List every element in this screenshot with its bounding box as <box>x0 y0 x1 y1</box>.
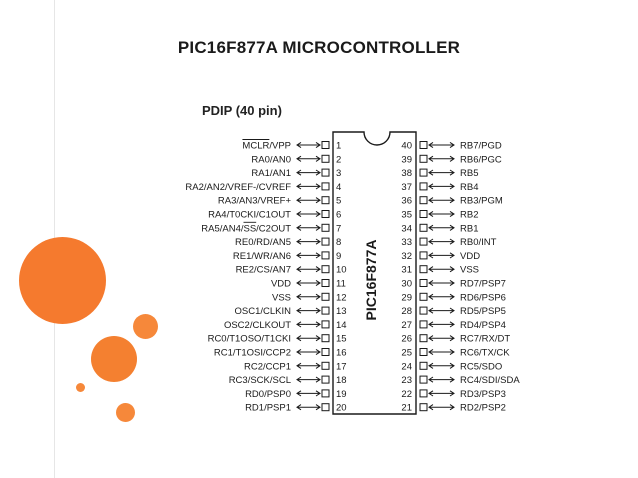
pin-arrow <box>297 391 320 396</box>
slide-title: PIC16F877A MICROCONTROLLER <box>177 38 461 57</box>
pin-number: 2 <box>336 154 342 166</box>
pin-label: RC3/SCK/SCL <box>228 375 291 387</box>
pin-label: RC7/RX/DT <box>460 333 511 345</box>
pin-label: VSS <box>460 264 480 276</box>
pin-arrow <box>297 239 320 244</box>
pin-pad <box>322 169 329 176</box>
pin-label: RD6/PSP6 <box>460 292 506 304</box>
pin-arrow <box>297 170 320 175</box>
pin-number: 36 <box>401 195 412 207</box>
pin-10 <box>236 265 347 276</box>
pin-label: RB3/PGM <box>460 195 503 207</box>
pin-16 <box>214 348 347 359</box>
pin-label: RD4/PSP4 <box>460 319 506 331</box>
pin-arrow <box>297 377 320 382</box>
pin-number: 10 <box>336 264 347 276</box>
pin-arrow <box>429 336 454 341</box>
pin-9 <box>233 251 341 262</box>
pin-pad <box>322 404 329 411</box>
pin-number: 20 <box>336 402 347 414</box>
pin-pad <box>420 224 427 231</box>
pin-pad <box>322 390 329 397</box>
pin-number: 17 <box>336 361 347 373</box>
pin-arrow <box>297 142 320 147</box>
pin-7 <box>201 222 341 234</box>
pin-arrow <box>429 184 454 189</box>
pin-label: RB0/INT <box>460 237 497 249</box>
pin-number: 14 <box>336 319 347 331</box>
pin-label: VDD <box>270 278 291 290</box>
pin-arrow <box>429 405 454 410</box>
pin-5 <box>218 196 341 207</box>
pin-label: RA4/T0CKI/C1OUT <box>208 209 291 221</box>
pin-26 <box>401 334 510 345</box>
pin-pad <box>420 404 427 411</box>
pin-pad <box>322 280 329 287</box>
pin-number: 40 <box>401 140 412 152</box>
pin-arrow <box>429 322 454 327</box>
pin-pad <box>322 266 329 273</box>
pin-number: 15 <box>336 333 347 345</box>
pin-pad <box>322 252 329 259</box>
pin-pad <box>420 169 427 176</box>
pin-label: RB1 <box>460 223 479 235</box>
pin-pad <box>420 238 427 245</box>
pin-label: RD0/PSP0 <box>245 388 291 400</box>
pin-arrow <box>429 253 454 258</box>
pin-22 <box>401 389 506 400</box>
pin-pad <box>420 321 427 328</box>
pin-label: RE0/RD/AN5 <box>235 237 291 249</box>
pin-28 <box>401 306 506 317</box>
pin-number: 39 <box>401 154 412 166</box>
pin-number: 7 <box>336 223 342 235</box>
pin-pad <box>420 335 427 342</box>
pin-label: RD3/PSP3 <box>460 388 506 400</box>
pin-pad <box>420 266 427 273</box>
pin-number: 26 <box>401 333 412 345</box>
pin-label: RB7/PGD <box>460 140 502 152</box>
pin-number: 4 <box>336 181 342 193</box>
pin-number: 25 <box>401 347 412 359</box>
pin-arrow <box>297 349 320 354</box>
pin-label: MCLR/VPP <box>242 140 291 152</box>
pin-arrow <box>429 142 454 147</box>
pin-arrow <box>429 156 454 161</box>
pin-arrow <box>429 198 454 203</box>
pin-12 <box>272 292 347 303</box>
pin-label: RA0/AN0 <box>251 154 291 166</box>
pin-label: RD2/PSP2 <box>460 402 506 414</box>
pin-pad <box>420 183 427 190</box>
chip-name: PIC16F877A <box>363 239 379 321</box>
pin-4 <box>185 182 341 193</box>
pin-27 <box>401 320 506 331</box>
pin-label: RC5/SDO <box>460 361 503 373</box>
pin-29 <box>401 292 506 303</box>
pin-1 <box>242 140 341 152</box>
pin-pad <box>420 362 427 369</box>
pin-18 <box>229 375 347 386</box>
pin-number: 28 <box>401 306 412 318</box>
pin-number: 21 <box>401 402 412 414</box>
pin-arrow <box>297 322 320 327</box>
pin-label: RB2 <box>460 209 479 221</box>
pin-label: RA2/AN2/VREF-/CVREF <box>185 181 291 193</box>
pin-number: 23 <box>401 375 412 387</box>
pin-number: 37 <box>401 181 412 193</box>
pin-pad <box>322 307 329 314</box>
pin-pad <box>420 376 427 383</box>
pin-arrow <box>429 377 454 382</box>
pin-pad <box>420 390 427 397</box>
pin-arrow <box>429 225 454 230</box>
pin-label: RB6/PGC <box>460 154 502 166</box>
pin-label: RA1/AN1 <box>251 168 291 180</box>
pin-number: 30 <box>401 278 412 290</box>
pin-arrow <box>429 211 454 216</box>
pin-number: 31 <box>401 264 412 276</box>
pin-arrow <box>297 211 320 216</box>
pin-label: VDD <box>460 250 481 262</box>
pin-arrow <box>429 308 454 313</box>
pin-pad <box>420 211 427 218</box>
pin-pad <box>420 142 427 149</box>
pin-arrow <box>429 294 454 299</box>
pin-pad <box>322 211 329 218</box>
pin-pad <box>322 142 329 149</box>
pin-label: RC1/T1OSI/CCP2 <box>213 347 291 359</box>
pin-label: RC4/SDI/SDA <box>460 375 520 387</box>
pin-number: 13 <box>336 306 347 318</box>
pin-number: 32 <box>401 250 412 262</box>
pin-arrow <box>297 363 320 368</box>
pin-6 <box>208 210 341 221</box>
pin-arrow <box>429 349 454 354</box>
pin-pad <box>322 335 329 342</box>
pin-arrow <box>297 156 320 161</box>
pin-pad <box>322 376 329 383</box>
pin-number: 38 <box>401 168 412 180</box>
pin-arrow <box>429 239 454 244</box>
pin-pad <box>322 321 329 328</box>
pin-label: RE2/CS/AN7 <box>235 264 291 276</box>
pin-13 <box>235 306 347 317</box>
pin-label: VSS <box>271 292 291 304</box>
pin-pad <box>322 362 329 369</box>
pin-number: 5 <box>336 195 342 207</box>
pin-pad <box>322 238 329 245</box>
pin-number: 12 <box>336 292 347 304</box>
pin-17 <box>244 361 347 372</box>
pin-arrow <box>429 363 454 368</box>
pin-arrow <box>297 198 320 203</box>
pin-number: 19 <box>336 388 347 400</box>
pin-19 <box>245 389 347 400</box>
pin-arrow <box>297 225 320 230</box>
pin-label: RA5/AN4/SS/C2OUT <box>201 223 291 235</box>
pin-pad <box>322 183 329 190</box>
pin-label: OSC1/CLKIN <box>234 306 291 318</box>
pin-label: RD5/PSP5 <box>460 306 506 318</box>
pin-pad <box>420 155 427 162</box>
pin-number: 6 <box>336 209 342 221</box>
pin-pad <box>322 197 329 204</box>
pin-arrow <box>429 280 454 285</box>
pin-arrow <box>297 336 320 341</box>
pin-arrow <box>297 280 320 285</box>
pin-arrow <box>297 184 320 189</box>
pin-2 <box>251 154 341 165</box>
pin-14 <box>224 320 347 331</box>
pin-pad <box>420 280 427 287</box>
pin-arrow <box>297 267 320 272</box>
pin-pad <box>420 307 427 314</box>
pin-pad <box>420 197 427 204</box>
pin-20 <box>245 403 347 414</box>
pin-label: RD7/PSP7 <box>460 278 506 290</box>
pin-label: RB4 <box>460 181 479 193</box>
pin-number: 35 <box>401 209 412 221</box>
pin-pad <box>420 252 427 259</box>
pin-number: 27 <box>401 319 412 331</box>
pin-number: 24 <box>401 361 412 373</box>
pin-arrow <box>297 294 320 299</box>
pin-25 <box>401 348 510 359</box>
pin-label: RC2/CCP1 <box>244 361 291 373</box>
pin-number: 11 <box>336 278 346 290</box>
pin-21 <box>401 403 506 414</box>
pin-3 <box>251 168 341 179</box>
pin-number: 22 <box>401 388 412 400</box>
pin-15 <box>208 334 347 345</box>
pin-pad <box>420 349 427 356</box>
pin-label: RC0/T1OSO/T1CKI <box>207 333 291 345</box>
pin-number: 33 <box>401 237 412 249</box>
pin-label: RA3/AN3/VREF+ <box>217 195 291 207</box>
pin-8 <box>235 237 341 248</box>
pin-number: 8 <box>336 237 342 249</box>
pin-number: 1 <box>336 140 342 152</box>
pin-pad <box>322 224 329 231</box>
pin-number: 34 <box>401 223 412 235</box>
pin-number: 29 <box>401 292 412 304</box>
pin-number: 9 <box>336 250 342 262</box>
pin-label: RB5 <box>460 168 479 180</box>
package-label: PDIP (40 pin) <box>202 103 282 118</box>
pin-number: 16 <box>336 347 347 359</box>
pin-label: RE1/WR/AN6 <box>232 250 291 262</box>
pin-pad <box>322 293 329 300</box>
pin-label: RC6/TX/CK <box>460 347 510 359</box>
pin-pad <box>322 349 329 356</box>
pin-30 <box>401 279 506 290</box>
pin-pad <box>420 293 427 300</box>
pin-pad <box>322 155 329 162</box>
pin-number: 18 <box>336 375 347 387</box>
pin-arrow <box>429 267 454 272</box>
pin-arrow <box>429 170 454 175</box>
pin-label: OSC2/CLKOUT <box>223 319 291 331</box>
pin-23 <box>401 375 520 386</box>
pin-arrow <box>297 405 320 410</box>
pin-number: 3 <box>336 168 342 180</box>
pin-label: RD1/PSP1 <box>245 402 291 414</box>
pin-arrow <box>297 308 320 313</box>
pin-arrow <box>297 253 320 258</box>
pin-arrow <box>429 391 454 396</box>
